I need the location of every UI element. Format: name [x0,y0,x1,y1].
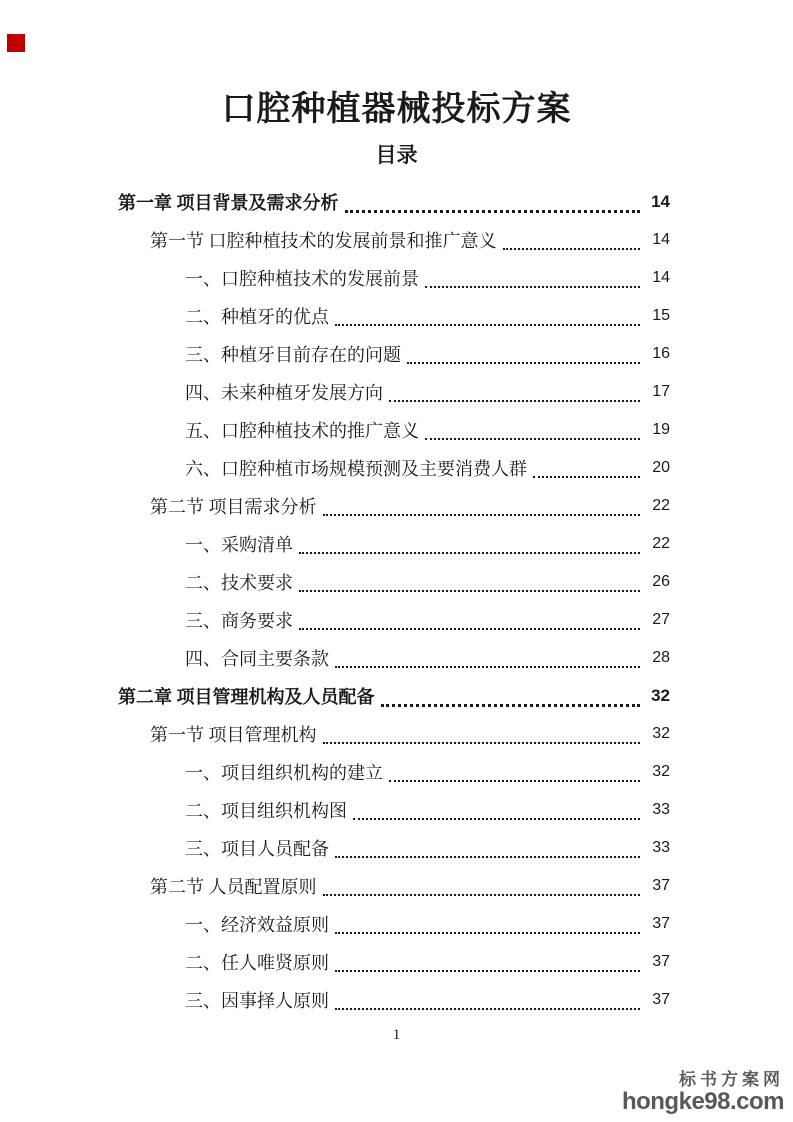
toc-entry-page: 27 [652,611,670,629]
toc-leader-dots [335,838,640,858]
toc-entry-page: 19 [652,421,670,439]
toc-entry-label: 四、合同主要条款 [185,649,329,670]
toc-entry-label: 一、口腔种植技术的发展前景 [185,269,419,290]
watermark-site-name: 标书方案网 [679,1069,784,1089]
toc-leader-dots [335,914,640,934]
toc-entry-page: 32 [651,686,670,706]
toc-entry-label: 二、任人唯贤原则 [185,953,329,974]
toc-leader-dots [299,534,640,554]
toc-entry-page: 20 [652,459,670,477]
toc-leader-dots [381,686,641,707]
toc-leader-dots [425,420,640,440]
toc-leader-dots [299,610,640,630]
toc-entry [118,449,670,487]
toc-entry-label: 三、项目人员配备 [185,839,329,860]
toc-entry-page: 28 [652,649,670,667]
toc-entry-page: 37 [652,877,670,895]
toc-leader-dots [335,648,640,668]
toc-entry-page: 33 [652,839,670,857]
toc-entry-page: 37 [652,991,670,1009]
toc-leader-dots [323,724,641,744]
toc-entry [118,943,670,981]
toc-leader-dots [335,306,640,326]
toc-entry [118,905,670,943]
toc-entry-page: 37 [652,915,670,933]
toc-entry [118,525,670,563]
toc-entry-label: 五、口腔种植技术的推广意义 [185,421,419,442]
toc-leader-dots [407,344,640,364]
toc-entry-label: 第一章 项目背景及需求分析 [118,193,339,214]
toc-entry-page: 26 [652,573,670,591]
toc-entry-page: 14 [652,231,670,249]
toc-leader-dots [335,952,640,972]
toc-entry-label: 六、口腔种植市场规模预测及主要消费人群 [185,459,527,480]
toc-leader-dots [299,572,640,592]
toc-entry-page: 15 [652,307,670,325]
toc-leader-dots [335,990,640,1010]
toc-leader-dots [503,230,641,250]
page-number: 1 [392,1027,401,1044]
toc-entry [118,753,670,791]
toc-entry [118,487,670,525]
toc-entry-label: 一、项目组织机构的建立 [185,763,383,784]
toc-entry-label: 二、技术要求 [185,573,293,594]
toc-entry [118,335,670,373]
toc-entry-page: 22 [652,497,670,515]
toc-entry [118,221,670,259]
toc-entry [118,791,670,829]
toc-entry-label: 第一节 口腔种植技术的发展前景和推广意义 [150,231,497,252]
toc-entry [118,183,670,221]
table-of-contents [118,183,670,1019]
toc-heading: 目录 [375,143,418,168]
toc-entry-label: 三、商务要求 [185,611,293,632]
toc-entry-label: 第一节 项目管理机构 [150,725,317,746]
toc-entry-label: 二、项目组织机构图 [185,801,347,822]
toc-entry [118,981,670,1019]
toc-entry-page: 37 [652,953,670,971]
toc-entry-page: 33 [652,801,670,819]
toc-leader-dots [353,800,640,820]
toc-entry-label: 一、采购清单 [185,535,293,556]
toc-entry-label: 三、因事择人原则 [185,991,329,1012]
toc-entry [118,297,670,335]
toc-entry-label: 二、种植牙的优点 [185,307,329,328]
toc-entry [118,563,670,601]
toc-entry-page: 32 [652,725,670,743]
toc-entry [118,639,670,677]
toc-entry [118,411,670,449]
toc-leader-dots [425,268,640,288]
toc-entry-page: 22 [652,535,670,553]
watermark-site-url: hongke98.com [621,1087,784,1115]
toc-entry-page: 16 [652,345,670,363]
toc-leader-dots [389,762,640,782]
toc-entry-page: 32 [652,763,670,781]
toc-entry [118,829,670,867]
toc-entry-label: 三、种植牙目前存在的问题 [185,345,401,366]
toc-entry-label: 一、经济效益原则 [185,915,329,936]
toc-entry-label: 第二节 项目需求分析 [150,497,317,518]
toc-entry [118,373,670,411]
toc-leader-dots [323,876,641,896]
toc-entry [118,677,670,715]
toc-entry-label: 第二节 人员配置原则 [150,877,317,898]
toc-leader-dots [323,496,641,516]
toc-entry-label: 四、未来种植牙发展方向 [185,383,383,404]
toc-leader-dots [533,458,640,478]
toc-entry [118,867,670,905]
watermark [622,1071,784,1114]
toc-leader-dots [389,382,640,402]
toc-entry [118,715,670,753]
toc-entry [118,259,670,297]
toc-entry-page: 14 [652,269,670,287]
red-square-mark [7,34,25,52]
toc-entry-page: 14 [651,192,670,212]
toc-entry-label: 第二章 项目管理机构及人员配备 [118,687,375,708]
toc-entry-page: 17 [652,383,670,401]
toc-entry [118,601,670,639]
document-title: 口腔种植器械投标方案 [221,91,572,128]
toc-leader-dots [345,192,641,213]
